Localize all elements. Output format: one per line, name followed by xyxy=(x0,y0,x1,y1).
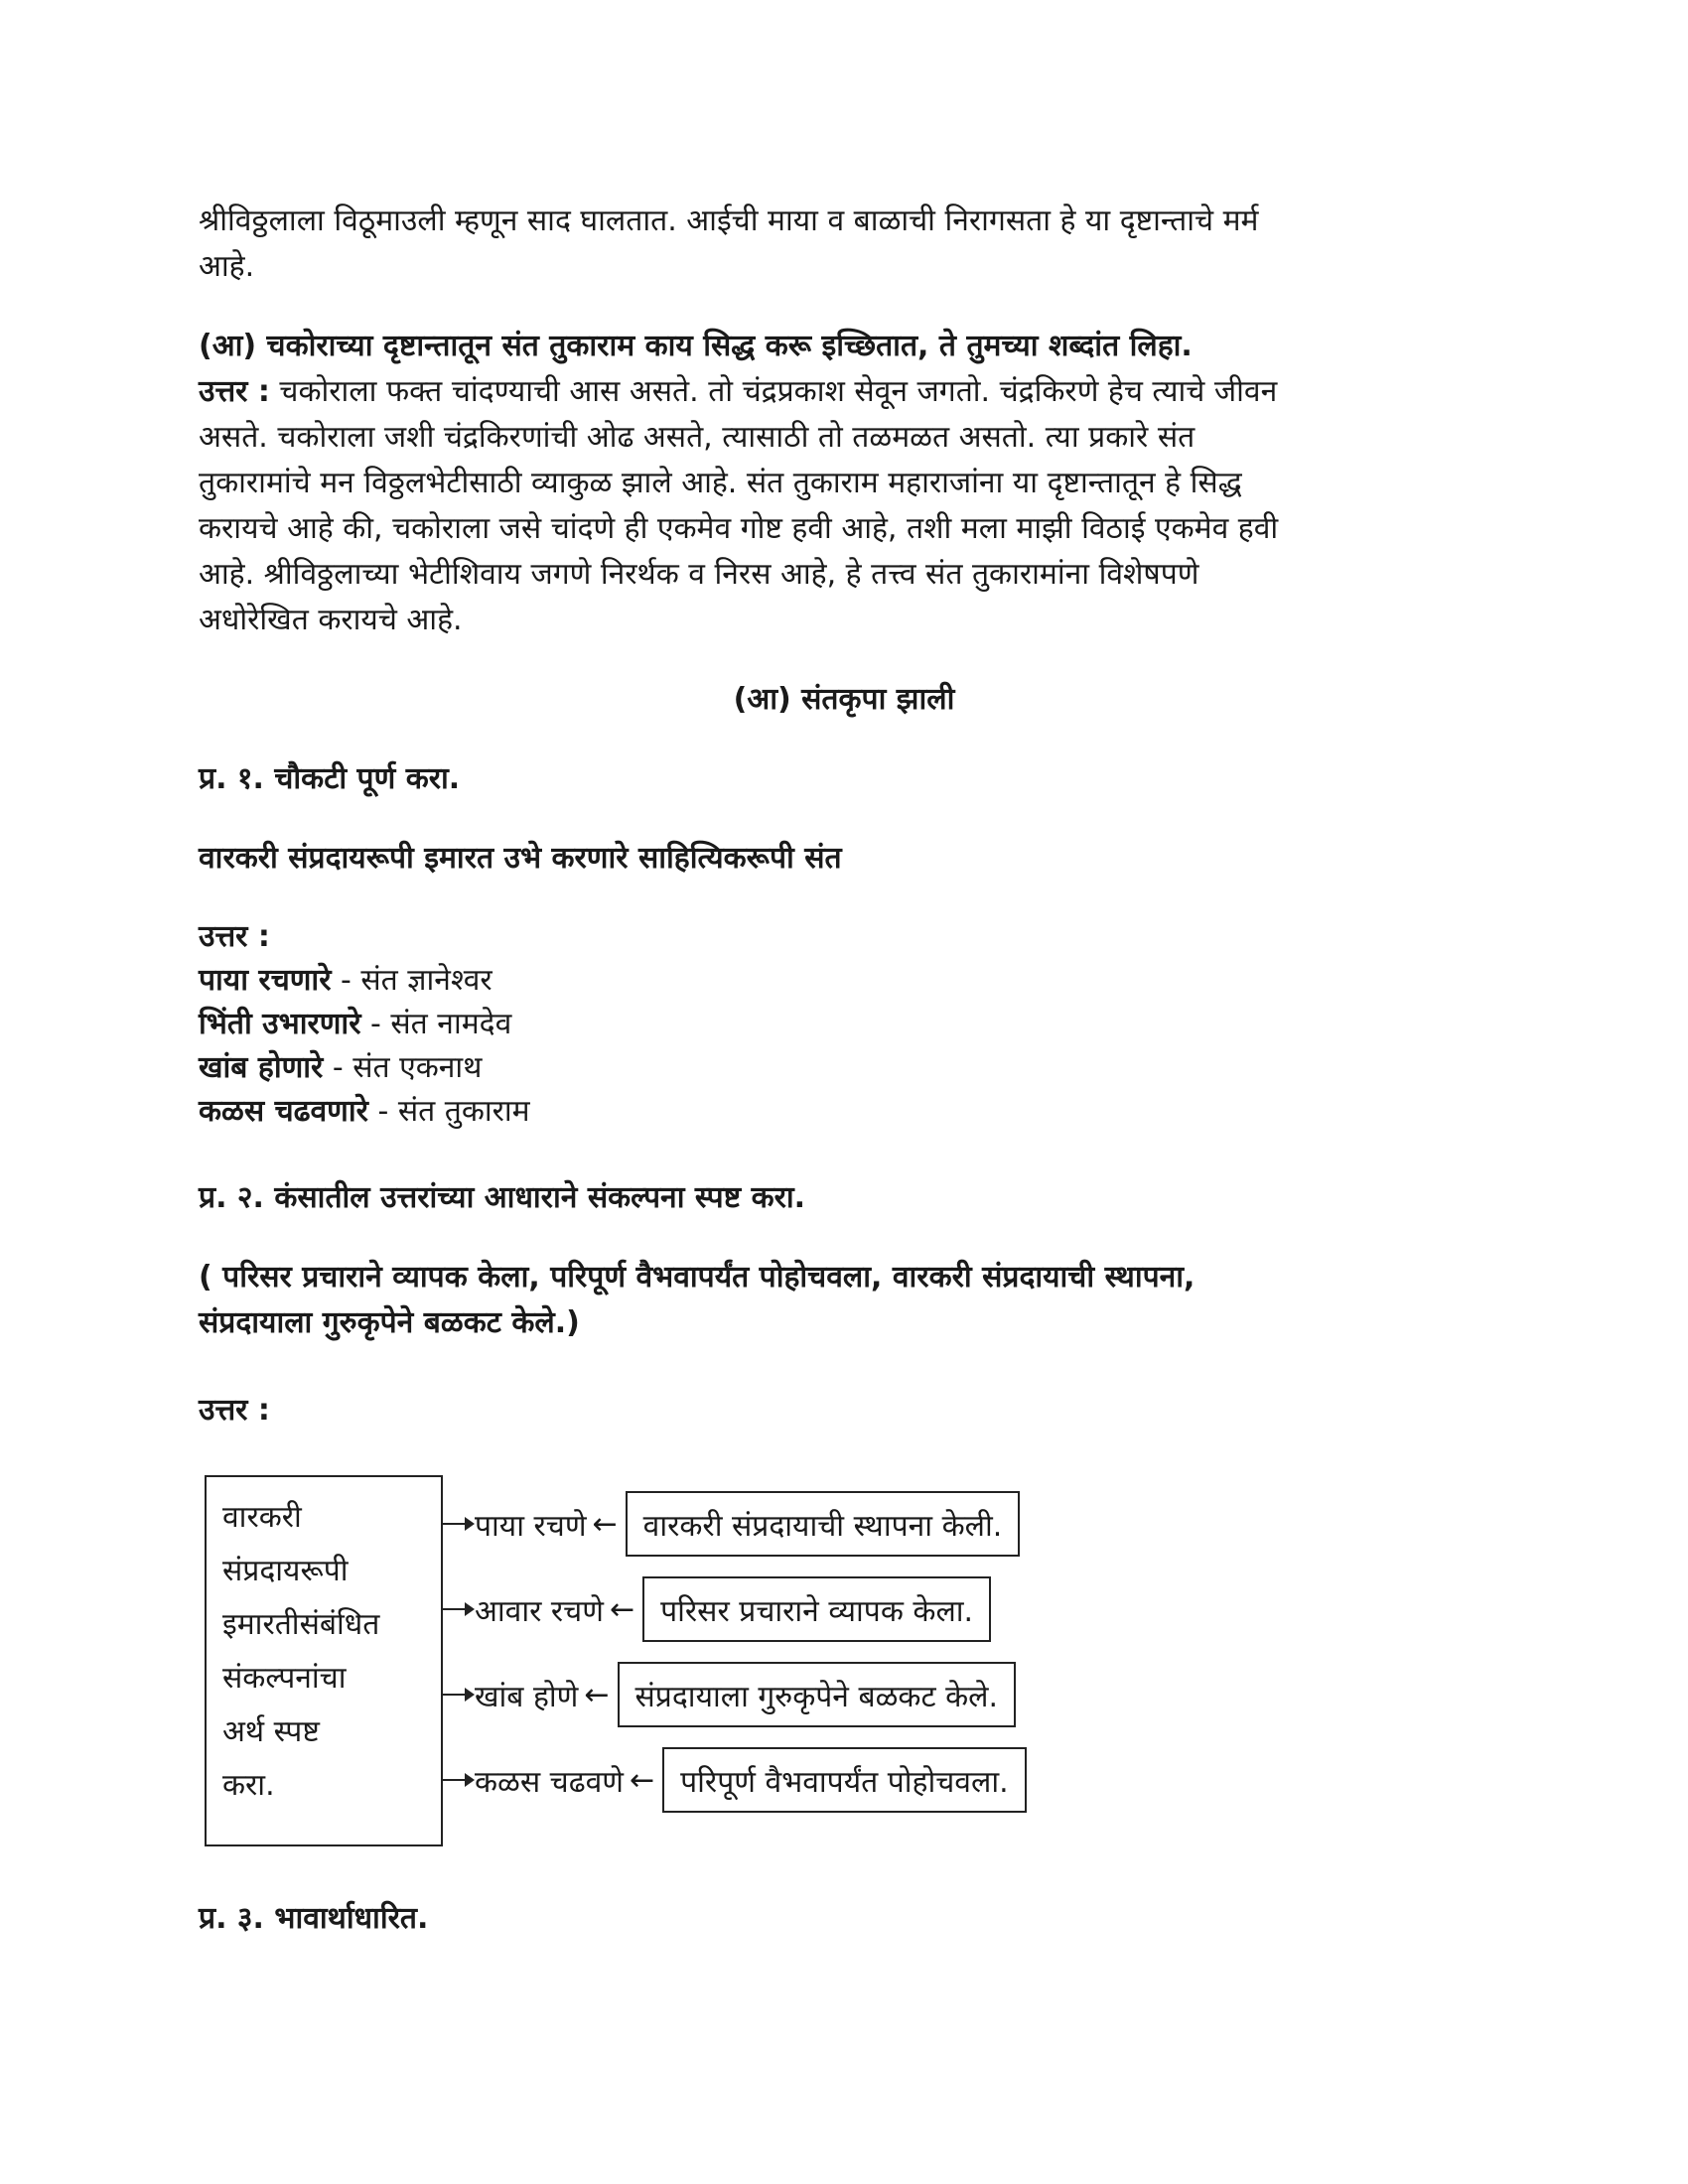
left-box-line: संकल्पनांचा xyxy=(222,1661,347,1696)
question-1-title: प्र. १. चौकटी पूर्ण करा. xyxy=(199,761,461,796)
diagram-left-box xyxy=(205,1475,443,1846)
diagram-row-box: वारकरी संप्रदायाची स्थापना केली. xyxy=(626,1491,1021,1557)
arrow-left-icon: ← xyxy=(592,1506,618,1542)
question-2-title: प्र. २. कंसातील उत्तरांच्या आधाराने संकल्पना स्पष्ट करा. xyxy=(199,1180,806,1215)
diagram-row xyxy=(443,1576,991,1642)
answer-row: कळस चढवणारे - संत तुकाराम xyxy=(199,1094,530,1129)
concept-diagram xyxy=(205,1475,1138,1862)
arrow-right-icon xyxy=(443,1694,473,1696)
diagram-row-box: संप्रदायाला गुरुकृपेने बळकट केले. xyxy=(618,1662,1017,1727)
document-page xyxy=(199,199,1489,1942)
answer-aa-line-4: करायचे आहे की, चकोराला जसे चांदणे ही एकमेव गोष्ट हवी आहे, तशी मला माझी विठाई एकमेव हवी xyxy=(199,511,1279,546)
diagram-row-label: कळस चढवणे xyxy=(475,1764,624,1800)
question-1-answer-label: उत्तर : xyxy=(199,919,270,954)
question-1-prompt: वारकरी संप्रदायरूपी इमारत उभे करणारे साहित्यिकरूपी संत xyxy=(199,841,842,876)
question-2-hint-line-2: संप्रदायाला गुरुकृपेने बळकट केले.) xyxy=(199,1305,580,1340)
left-box-line: संप्रदायरूपी xyxy=(222,1554,349,1588)
answer-aa-line-5: आहे. श्रीविठ्ठलाच्या भेटीशिवाय जगणे निरर्थक व निरस आहे, हे तत्त्व संत तुकारामांना विशेषपणे xyxy=(199,557,1199,592)
answer-label: उत्तर : xyxy=(199,374,270,409)
arrow-left-icon: ← xyxy=(629,1762,655,1798)
diagram-row xyxy=(443,1662,1016,1727)
answer-aa-line-3: तुकारामांचे मन विठ्ठलभेटीसाठी व्याकुळ झाले आहे. संत तुकाराम महाराजांना या दृष्टान्तातून हे सिद्ध xyxy=(199,466,1242,500)
answer-row: पाया रचणारे - संत ज्ञानेश्वर xyxy=(199,963,492,998)
diagram-row-box: परिपूर्ण वैभवापर्यंत पोहोचवला. xyxy=(662,1747,1027,1813)
diagram-row-label: पाया रचणे xyxy=(475,1508,587,1544)
left-box-line: अर्थ स्पष्ट xyxy=(222,1714,320,1749)
arrow-right-icon xyxy=(443,1608,473,1610)
answer-aa-line-1: उत्तर : चकोराला फक्त चांदण्याची आस असते. तो चंद्रप्रकाश सेवून जगतो. चंद्रकिरणे हेच त्याचे जीवन xyxy=(199,374,1278,409)
section-title: (आ) संतकृपा झाली xyxy=(733,682,955,717)
left-box-line: वारकरी xyxy=(222,1500,302,1535)
diagram-row-label: खांब होणे xyxy=(475,1679,579,1714)
arrow-left-icon: ← xyxy=(584,1677,610,1712)
question-2-answer-label: उत्तर : xyxy=(199,1393,270,1428)
left-box-line: करा. xyxy=(222,1768,275,1803)
question-aa: (आ) चकोराच्या दृष्टान्तातून संत तुकाराम काय सिद्ध करू इच्छितात, ते तुमच्या शब्दांत लिहा. xyxy=(199,329,1193,363)
intro-line-1: श्रीविठ्ठलाला विठूमाउली म्हणून साद घालतात. आईची माया व बाळाची निरागसता हे या दृष्टान्ताचे मर्म xyxy=(199,204,1259,238)
question-3-title: प्र. ३. भावार्थाधारित. xyxy=(199,1901,429,1936)
answer-aa-line-6: अधोरेखित करायचे आहे. xyxy=(199,603,463,637)
diagram-row xyxy=(443,1747,1027,1813)
diagram-row-box: परिसर प्रचाराने व्यापक केला. xyxy=(642,1576,991,1642)
answer-row: खांब होणारे - संत एकनाथ xyxy=(199,1050,483,1085)
diagram-row xyxy=(443,1491,1020,1557)
left-box-line: इमारतीसंबंधित xyxy=(222,1607,380,1642)
intro-line-2: आहे. xyxy=(199,249,255,284)
diagram-row-label: आवार रचणे xyxy=(475,1593,604,1629)
arrow-left-icon: ← xyxy=(609,1591,635,1627)
arrow-right-icon xyxy=(443,1523,473,1525)
answer-row: भिंती उभारणारे - संत नामदेव xyxy=(199,1007,512,1041)
answer-aa-line-2: असते. चकोराला जशी चंद्रकिरणांची ओढ असते, त्यासाठी तो तळमळत असतो. त्या प्रकारे संत xyxy=(199,420,1196,455)
arrow-right-icon xyxy=(443,1779,473,1781)
question-2-hint-line-1: ( परिसर प्रचाराने व्यापक केला, परिपूर्ण वैभवापर्यंत पोहोचवला, वारकरी संप्रदायाची स्थापना, xyxy=(199,1260,1196,1295)
